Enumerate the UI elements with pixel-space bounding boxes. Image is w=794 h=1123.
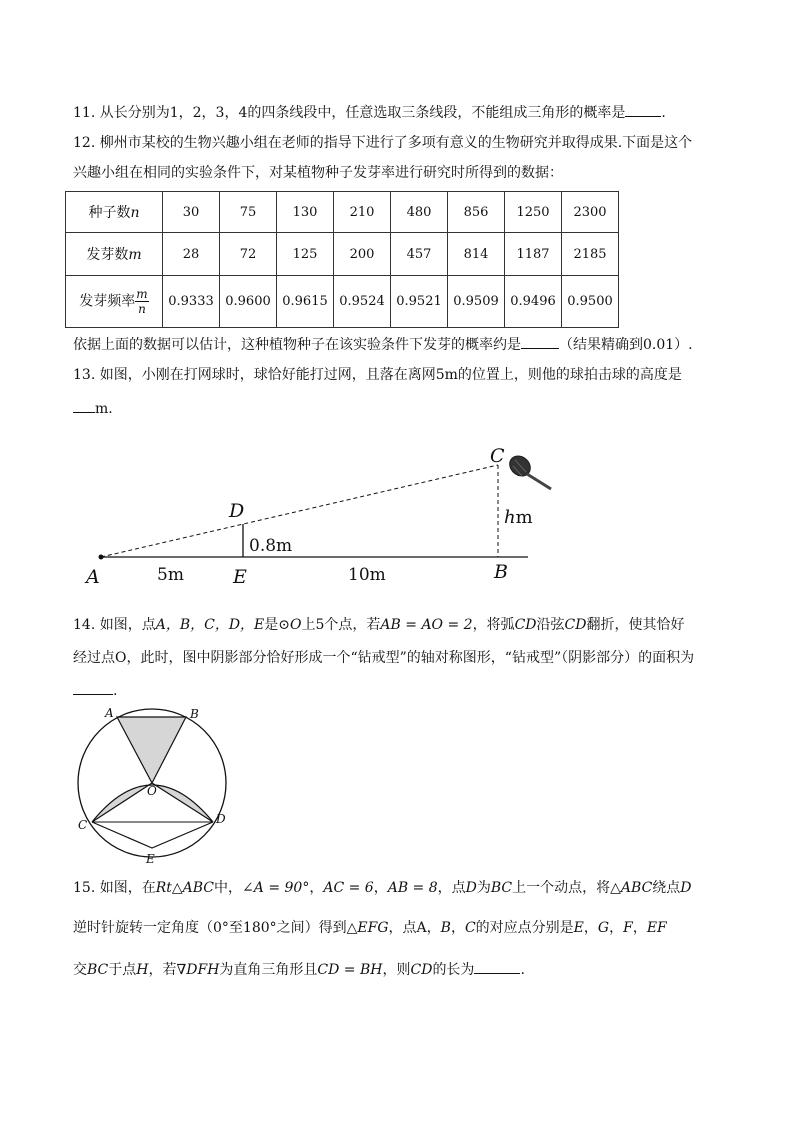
q15-text: ， <box>450 920 465 936</box>
q15-segment: BC <box>87 962 109 978</box>
label-c: C <box>78 818 88 832</box>
label-d: D <box>216 812 226 826</box>
q14-text: 沿弦 <box>536 617 565 633</box>
freq-cell: 0.9521 <box>391 276 448 328</box>
germ-cell: 1187 <box>505 233 562 276</box>
q12-text-line1: 柳州市某校的生物兴趣小组在老师的指导下进行了多项有意义的生物研究并取得成果.下面是这个 <box>99 135 693 151</box>
freq-cell: 0.9509 <box>448 276 505 328</box>
label-o: O <box>147 784 157 798</box>
q15-text: 交 <box>73 962 87 978</box>
question-12-line2 <box>73 163 563 183</box>
question-14-line2 <box>73 648 694 668</box>
fraction-m-over-n: $\frac{m}{n}$ <box>136 287 148 316</box>
question-13-line1 <box>73 365 682 385</box>
q14-answer-blank[interactable] <box>73 680 113 695</box>
row-header-frequency: 发芽频率 $\frac{m}{n}$ <box>66 276 163 328</box>
label-e: E <box>146 852 155 866</box>
q13-unit: m. <box>95 401 113 417</box>
q15-text: ， <box>309 880 324 896</box>
question-12-after <box>73 334 693 355</box>
q15-point: C <box>464 920 476 936</box>
question-12-line1 <box>73 133 692 153</box>
q12-answer-blank[interactable] <box>521 334 559 349</box>
q15-point: F <box>623 920 633 936</box>
q15-text: 为直角三角形且 <box>219 962 318 978</box>
q15-text: ，点A， <box>388 920 441 936</box>
q13-number: 13. <box>73 367 96 383</box>
q14-points: A，B，C，D，E <box>155 617 265 633</box>
q15-segment: BC <box>490 880 513 896</box>
q14-text: 翻折，使其恰好 <box>586 617 685 633</box>
label-e: E <box>233 566 247 588</box>
q15-point: D <box>680 880 692 896</box>
q11-text: 从长分别为1，2，3，4的四条线段中，任意选取三条线段，不能组成三角形的概率是 <box>99 105 626 121</box>
q14-text-line2: 经过点O，此时，图中阴影部分恰好形成一个“钻戒型”的轴对称图形，“钻戒型”（阴影部分）的面积为 <box>73 650 695 666</box>
q15-text: 的长为 <box>432 962 475 978</box>
question-14-line1 <box>73 615 684 635</box>
length-ae: 5m <box>157 565 184 585</box>
q15-text: 为 <box>476 880 491 896</box>
q15-condition: CD = BH <box>317 962 383 978</box>
q12-text-line2: 兴趣小组在相同的实验条件下，对某植物种子发芽率进行研究时所得到的数据： <box>73 165 563 181</box>
label-a: A <box>105 706 114 720</box>
q15-text: ， <box>632 920 647 936</box>
label-d: D <box>229 500 245 522</box>
q12-precision-note: （结果精确到0.01）. <box>559 337 693 353</box>
seed-cell: 480 <box>391 192 448 233</box>
q15-triangle: ∇DFH <box>176 962 220 978</box>
germ-cell: 457 <box>391 233 448 276</box>
q14-text: 如图，点 <box>99 617 156 633</box>
q15-period: . <box>520 962 525 978</box>
q15-number: 15. <box>73 880 96 896</box>
height-h: hm <box>504 507 533 528</box>
q13-answer-blank[interactable] <box>73 398 95 413</box>
germination-table <box>65 191 619 328</box>
q11-answer-blank[interactable] <box>625 102 661 117</box>
seed-cell: 30 <box>163 192 220 233</box>
q15-point: G <box>597 920 610 936</box>
question-15-line1 <box>73 878 692 898</box>
question-15-line3 <box>73 959 525 980</box>
seed-cell: 1250 <box>505 192 562 233</box>
q15-angle: ∠A = 90° <box>242 880 310 896</box>
q14-condition: AB = AO = 2 <box>380 617 473 633</box>
q15-text: 的对应点分别是 <box>475 920 574 936</box>
q15-text: ， <box>583 920 598 936</box>
q15-text: ， <box>609 920 624 936</box>
tennis-figure <box>0 435 794 590</box>
germ-cell: 72 <box>220 233 277 276</box>
q15-text: ，点 <box>437 880 466 896</box>
q15-text: 绕点 <box>652 880 681 896</box>
q15-text: 于点 <box>108 962 137 978</box>
table-row-seeds <box>66 192 619 233</box>
seed-cell: 2300 <box>562 192 619 233</box>
seed-cell: 75 <box>220 192 277 233</box>
label-b: B <box>494 561 508 583</box>
q14-text: ，将弧 <box>472 617 515 633</box>
q15-triangle: △ABC <box>610 880 653 896</box>
freq-cell: 0.9615 <box>277 276 334 328</box>
shaded-triangle-oab <box>117 717 186 783</box>
ring-figure <box>60 700 240 872</box>
q15-triangle: △EFG <box>346 920 389 936</box>
q15-ac: AC = 6 <box>323 880 374 896</box>
q15-point: E <box>573 920 584 936</box>
question-15-line2 <box>73 918 667 938</box>
question-13-line2 <box>73 398 113 419</box>
q15-point: H <box>136 962 149 978</box>
q15-text: ， <box>373 880 388 896</box>
q14-text: 是⊙ <box>264 617 291 633</box>
q14-arc: CD <box>514 617 537 633</box>
q15-text: ，若 <box>148 962 177 978</box>
tennis-racket-icon <box>506 452 551 489</box>
germ-cell: 2185 <box>562 233 619 276</box>
q15-ab: AB = 8 <box>387 880 438 896</box>
question-11 <box>73 102 666 123</box>
q15-triangle: Rt△ABC <box>155 880 215 896</box>
germ-cell: 200 <box>334 233 391 276</box>
germ-cell: 28 <box>163 233 220 276</box>
length-eb: 10m <box>348 565 386 585</box>
seed-cell: 856 <box>448 192 505 233</box>
q15-text: 如图，在 <box>99 880 156 896</box>
q15-point: B <box>440 920 451 936</box>
germ-cell: 125 <box>277 233 334 276</box>
q15-text: 逆时针旋转一定角度（0°至180°之间）得到 <box>73 920 347 936</box>
seed-cell: 210 <box>334 192 391 233</box>
q14-number: 14. <box>73 617 96 633</box>
freq-cell: 0.9500 <box>562 276 619 328</box>
table-row-germinated <box>66 233 619 276</box>
q15-segment: CD <box>410 962 433 978</box>
q15-answer-blank[interactable] <box>474 959 520 974</box>
q14-circle-name: O <box>290 617 302 633</box>
q15-segment: EF <box>646 920 667 936</box>
label-c: C <box>490 445 505 467</box>
q15-text: 中， <box>214 880 243 896</box>
freq-cell: 0.9333 <box>163 276 220 328</box>
table-row-frequency <box>66 276 619 328</box>
q14-chord: CD <box>564 617 587 633</box>
ball-path-dashed <box>101 465 498 557</box>
row-header-seeds: 种子数n <box>66 192 163 233</box>
q14-text: 上5个点，若 <box>301 617 381 633</box>
q15-text: ，则 <box>382 962 411 978</box>
label-b: B <box>190 707 199 721</box>
freq-cell: 0.9496 <box>505 276 562 328</box>
freq-cell: 0.9600 <box>220 276 277 328</box>
q15-text: 上一个动点，将 <box>512 880 611 896</box>
label-a: A <box>86 566 100 588</box>
question-14-line3 <box>73 680 117 701</box>
row-header-germinated: 发芽数m <box>66 233 163 276</box>
q11-number: 11. <box>73 105 96 121</box>
seed-cell: 130 <box>277 192 334 233</box>
net-height: 0.8m <box>249 536 293 556</box>
germ-cell: 814 <box>448 233 505 276</box>
q12-number: 12. <box>73 135 96 151</box>
q13-text-line1: 如图，小刚在打网球时，球恰好能打过网，且落在离网5m的位置上，则他的球拍击球的高度是 <box>99 367 682 383</box>
q14-period: . <box>113 683 118 699</box>
q11-period: . <box>661 105 666 121</box>
q12-after-text: 依据上面的数据可以估计，这种植物种子在该实验条件下发芽的概率约是 <box>73 337 521 353</box>
q15-point: D <box>465 880 477 896</box>
freq-cell: 0.9524 <box>334 276 391 328</box>
